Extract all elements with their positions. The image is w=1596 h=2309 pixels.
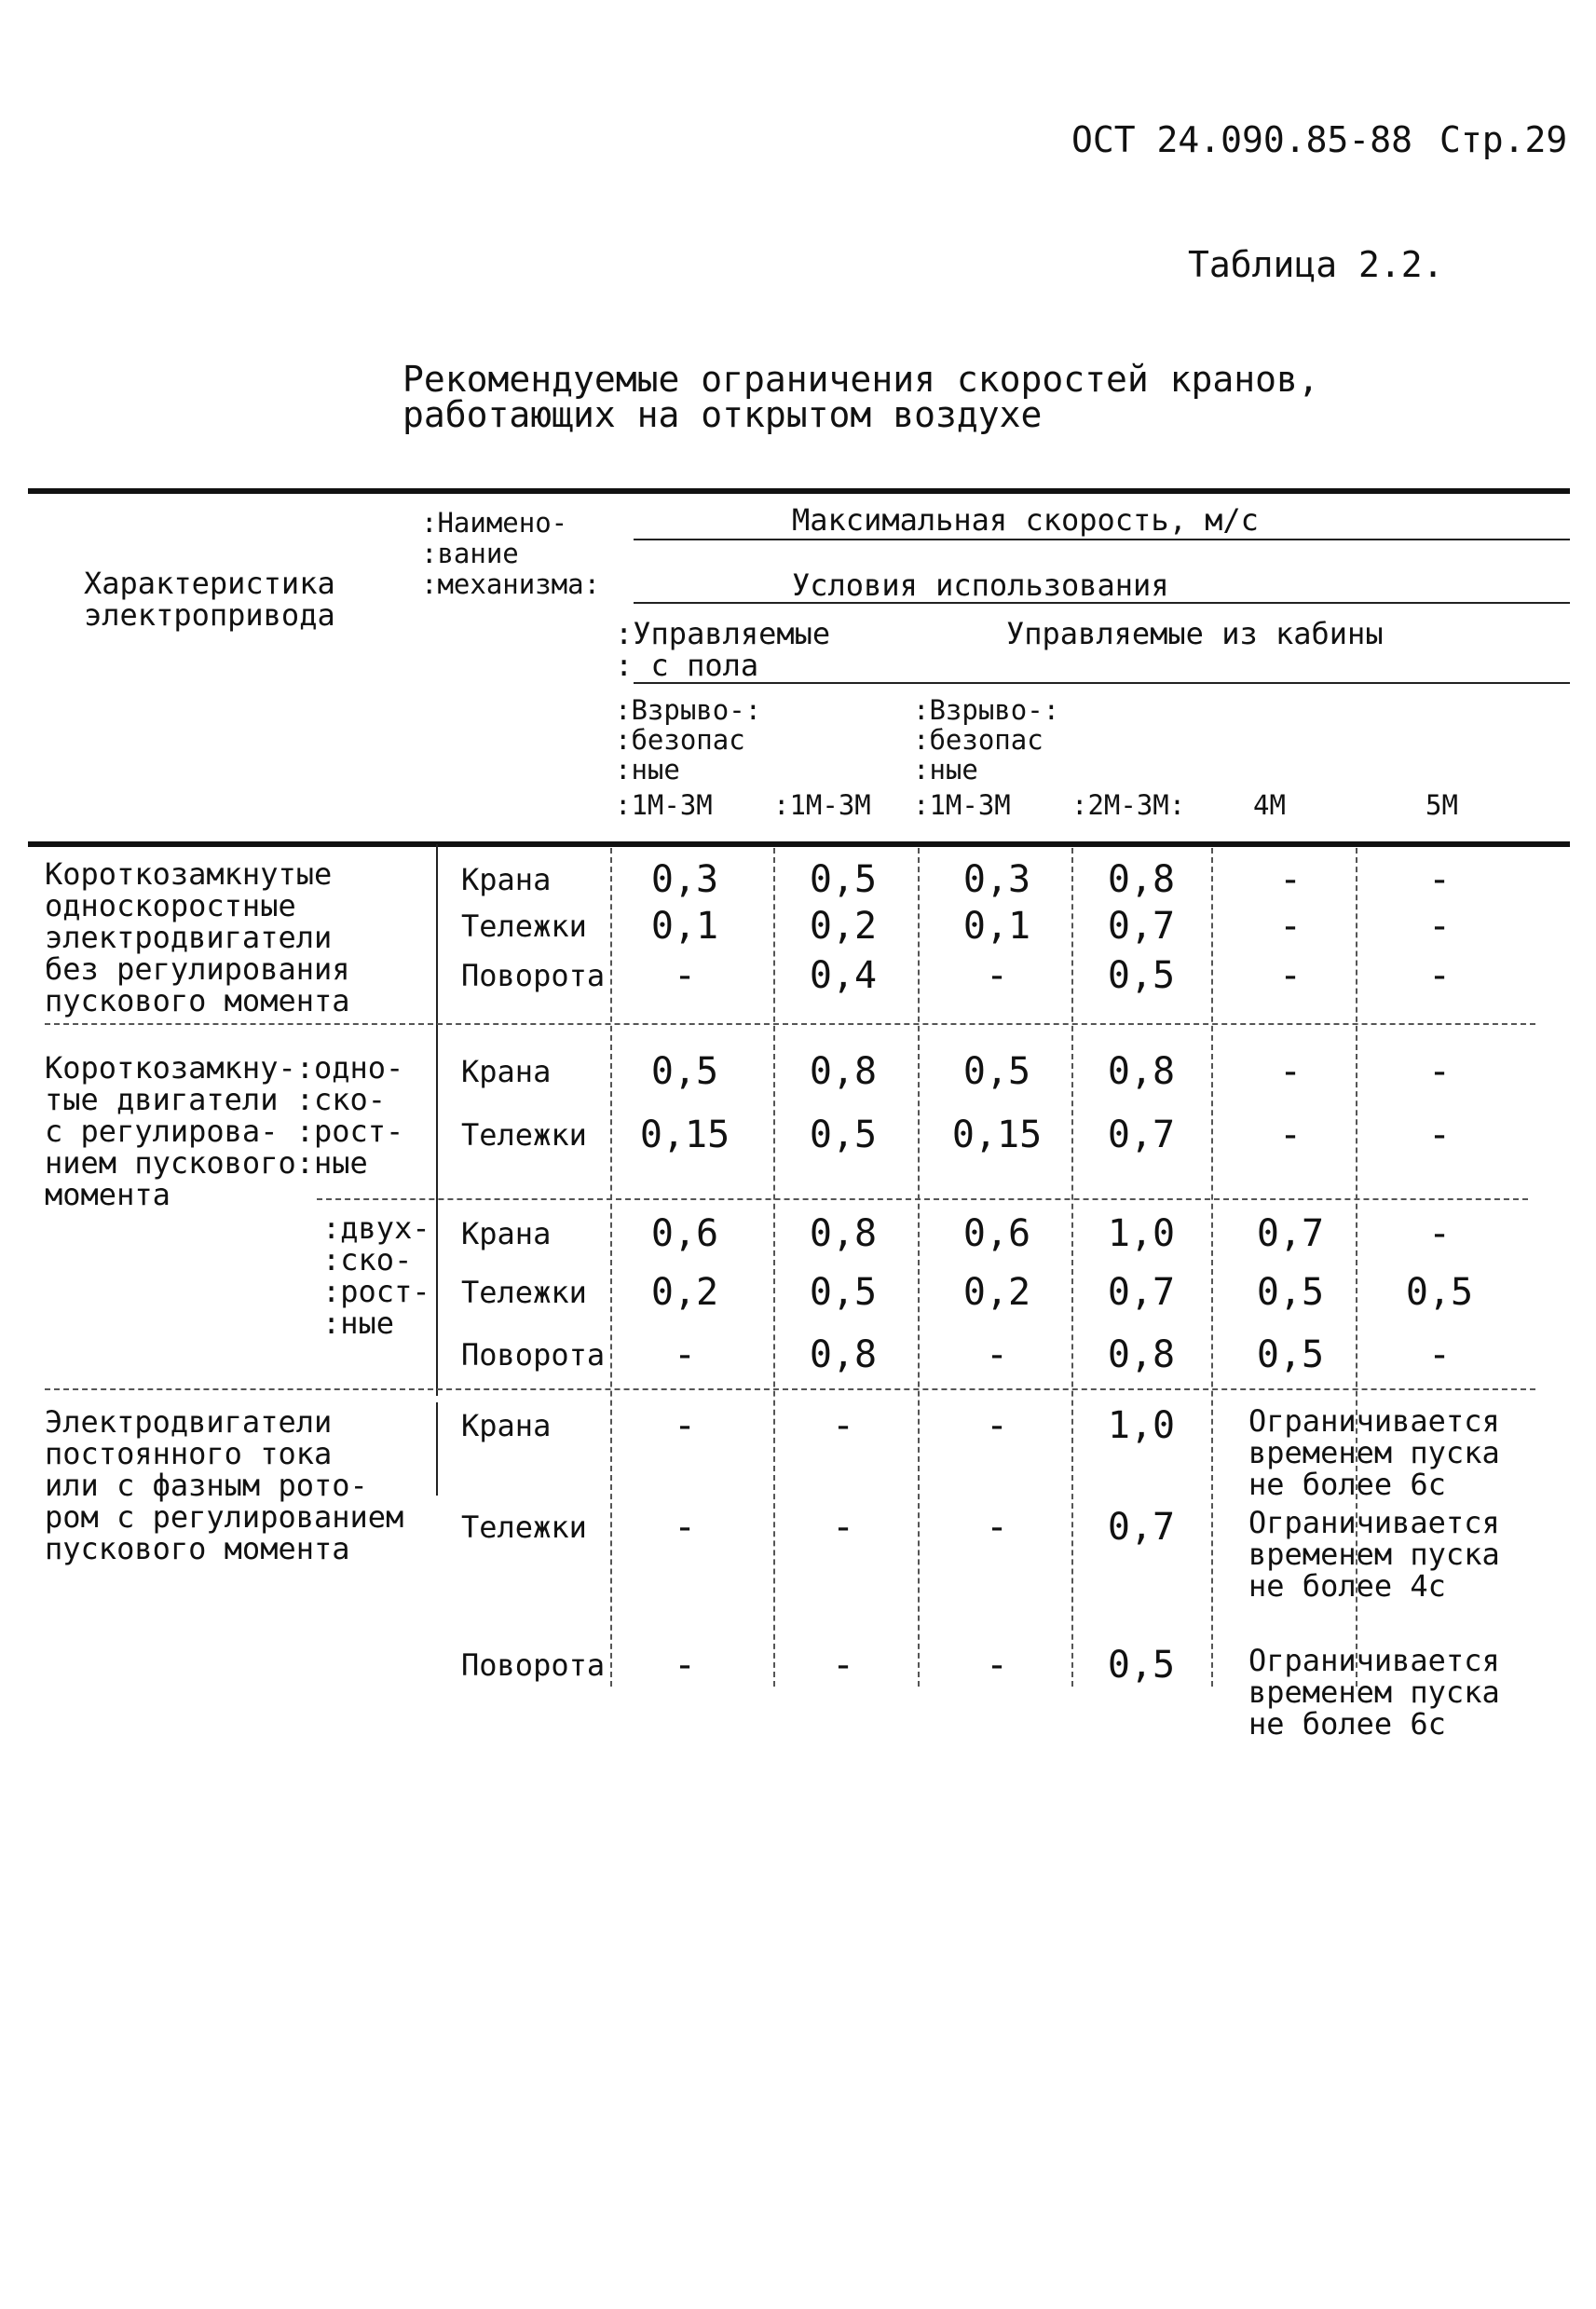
mechanism-column-line-2: [436, 1402, 438, 1496]
group3-line3: или с фазным рото-: [45, 1468, 368, 1503]
group3-line1: Электродвигатели: [45, 1404, 333, 1440]
speed-value-cell: 0,2: [650, 1271, 719, 1314]
mechanism-cell: Крана: [461, 862, 552, 897]
header-rule-1: [634, 539, 1570, 540]
characteristic-header-1: Характеристика: [84, 566, 335, 601]
speed-value-cell: -: [673, 954, 697, 997]
limit-note-line: не более 6с: [1248, 1467, 1446, 1502]
limit-note-line: Ограничивается: [1248, 1505, 1500, 1540]
table-top-rule: [28, 488, 1570, 494]
speed-value-cell: -: [673, 1333, 697, 1376]
group2-line5: момента: [45, 1177, 171, 1212]
group3-line4: ром с регулированием: [45, 1499, 404, 1535]
speed-value-cell: 0,15: [951, 1114, 1043, 1156]
column-separator: [610, 848, 612, 1687]
speed-value-cell: 0,5: [1256, 1271, 1325, 1314]
speed-value-cell: 0,2: [809, 905, 878, 948]
subgroup-rule: [317, 1198, 1528, 1200]
speed-value-cell: 0,5: [1107, 1644, 1176, 1687]
explosion-safe-cabin-header-1: :Взрыво-:: [913, 694, 1060, 726]
speed-value-cell: -: [1427, 1114, 1452, 1156]
document-code: ОСТ 24.090.85-88: [1071, 119, 1413, 160]
column-separator: [1211, 848, 1213, 1687]
speed-value-cell: 0,8: [809, 1212, 878, 1255]
speed-value-cell: 0,5: [1256, 1333, 1325, 1376]
group1-line4: без регулирования: [45, 951, 350, 987]
limit-note-line: временем пуска: [1248, 1435, 1500, 1470]
group1-line3: электродвигатели: [45, 920, 333, 955]
col-2m3m-header: :2М-3М:: [1071, 789, 1186, 821]
mechanism-cell: Тележки: [461, 1117, 587, 1153]
speed-value-cell: 0,3: [962, 858, 1031, 901]
group1-line1: Короткозамкнутые: [45, 856, 333, 892]
speed-value-cell: 0,1: [962, 905, 1031, 948]
speed-value-cell: 0,8: [809, 1333, 878, 1376]
speed-value-cell: -: [1427, 954, 1452, 997]
speed-value-cell: -: [673, 1506, 697, 1549]
speed-value-cell: -: [985, 1644, 1009, 1687]
explosion-safe-header-2: :безопас: [615, 724, 745, 756]
speed-value-cell: -: [673, 1644, 697, 1687]
speed-value-cell: 0,5: [809, 1271, 878, 1314]
characteristic-header-2: электропривода: [84, 597, 335, 633]
speed-value-cell: -: [1278, 858, 1303, 901]
mechanism-cell: Поворота: [461, 1647, 606, 1683]
speed-value-cell: -: [831, 1644, 855, 1687]
group1-line5: пускового момента: [45, 983, 350, 1018]
speed-value-cell: 0,2: [962, 1271, 1031, 1314]
mechanism-cell: Тележки: [461, 1510, 587, 1545]
speed-value-cell: -: [1427, 1050, 1452, 1093]
max-speed-header: Максимальная скорость, м/с: [792, 502, 1259, 538]
mechanism-header-1: :Наимено-: [421, 507, 568, 539]
speed-value-cell: -: [985, 1404, 1009, 1447]
limit-note-line: временем пуска: [1248, 1537, 1500, 1572]
speed-value-cell: 0,1: [650, 905, 719, 948]
speed-value-cell: 1,0: [1107, 1212, 1176, 1255]
group3-line2: постоянного тока: [45, 1436, 333, 1471]
speed-value-cell: 1,0: [1107, 1404, 1176, 1447]
speed-value-cell: 0,8: [1107, 1333, 1176, 1376]
column-separator: [1356, 848, 1357, 1687]
speed-value-cell: -: [1278, 954, 1303, 997]
column-separator: [918, 848, 920, 1687]
speed-value-cell: -: [831, 1404, 855, 1447]
mechanism-header-3: :механизма:: [421, 568, 601, 600]
table-title-line1: Рекомендуемые ограничения скоростей кранов,: [402, 359, 1319, 400]
group1-bottom-rule: [45, 1023, 1535, 1025]
column-separator: [773, 848, 775, 1687]
group2-sub2-line2: :ско-: [322, 1242, 413, 1277]
limit-note-line: Ограничивается: [1248, 1643, 1500, 1678]
header-bottom-rule: [28, 841, 1570, 847]
speed-value-cell: 0,6: [962, 1212, 1031, 1255]
speed-value-cell: -: [1427, 1212, 1452, 1255]
speed-value-cell: 0,7: [1107, 1114, 1176, 1156]
group2-line3: с регулирова- :рост-: [45, 1114, 404, 1149]
conditions-header: Условия использования: [792, 567, 1169, 603]
speed-value-cell: 0,5: [809, 858, 878, 901]
floor-controlled-header-2: : с пола: [615, 648, 759, 683]
explosion-safe-cabin-header-2: :безопас: [913, 724, 1044, 756]
speed-value-cell: 0,7: [1107, 905, 1176, 948]
group2-sub2-line1: :двух-: [322, 1210, 430, 1246]
group3-line5: пускового момента: [45, 1531, 350, 1566]
mechanism-cell: Крана: [461, 1054, 552, 1089]
floor-controlled-header-1: :Управляемые: [615, 616, 831, 651]
speed-value-cell: 0,5: [650, 1050, 719, 1093]
mechanism-cell: Поворота: [461, 958, 606, 993]
speed-value-cell: -: [985, 1333, 1009, 1376]
limit-note-line: не более 6с: [1248, 1706, 1446, 1742]
speed-value-cell: -: [1278, 1050, 1303, 1093]
speed-value-cell: 0,15: [639, 1114, 730, 1156]
speed-value-cell: -: [1278, 905, 1303, 948]
page-number: Стр.29: [1439, 119, 1568, 160]
group2-bottom-rule: [45, 1388, 1535, 1390]
cabin-controlled-header: Управляемые из кабины: [1006, 616, 1384, 651]
speed-value-cell: 0,3: [650, 858, 719, 901]
speed-value-cell: -: [1427, 1333, 1452, 1376]
explosion-safe-header-3: :ные: [615, 754, 680, 786]
speed-value-cell: 0,8: [1107, 858, 1176, 901]
speed-value-cell: -: [1278, 1114, 1303, 1156]
mechanism-cell: Тележки: [461, 909, 587, 944]
explosion-safe-header-1: :Взрыво-:: [615, 694, 762, 726]
header-rule-3: [634, 682, 1570, 684]
speed-value-cell: 0,7: [1107, 1271, 1176, 1314]
speed-value-cell: 0,4: [809, 954, 878, 997]
mechanism-cell: Крана: [461, 1408, 552, 1443]
explosion-safe-cabin-header-3: :ные: [913, 754, 978, 786]
speed-value-cell: 0,7: [1107, 1506, 1176, 1549]
speed-value-cell: -: [831, 1506, 855, 1549]
limit-note-line: не более 4с: [1248, 1568, 1446, 1604]
mechanism-header-2: :вание: [421, 538, 519, 569]
group2-sub2-line3: :рост-: [322, 1274, 430, 1309]
table-number: Таблица 2.2.: [1188, 244, 1444, 285]
limit-note-line: временем пуска: [1248, 1674, 1500, 1710]
speed-value-cell: 0,7: [1256, 1212, 1325, 1255]
column-separator: [1071, 848, 1073, 1687]
group2-line4: нием пускового:ные: [45, 1145, 368, 1181]
mechanism-cell: Тележки: [461, 1275, 587, 1310]
table-title-line2: работающих на открытом воздухе: [402, 394, 1043, 435]
speed-value-cell: 0,5: [962, 1050, 1031, 1093]
group1-line2: односкоростные: [45, 888, 296, 923]
speed-value-cell: 0,5: [1107, 954, 1176, 997]
col-4m-header: 4М: [1253, 789, 1286, 821]
explosion-safe-cabin-header-4: :1М-3М: [913, 789, 1011, 821]
speed-value-cell: -: [1427, 858, 1452, 901]
group2-line1: Короткозамкну-:одно-: [45, 1050, 404, 1086]
speed-value-cell: -: [1427, 905, 1452, 948]
col-1m3m-header: :1М-3М: [773, 789, 871, 821]
speed-value-cell: -: [673, 1404, 697, 1447]
speed-value-cell: 0,5: [1405, 1271, 1474, 1314]
mechanism-cell: Поворота: [461, 1337, 606, 1373]
speed-value-cell: -: [985, 954, 1009, 997]
mechanism-cell: Крана: [461, 1216, 552, 1251]
speed-value-cell: 0,5: [809, 1114, 878, 1156]
speed-value-cell: 0,8: [809, 1050, 878, 1093]
col-5m-header: 5М: [1425, 789, 1458, 821]
group2-sub2-line4: :ные: [322, 1305, 395, 1341]
speed-value-cell: -: [985, 1506, 1009, 1549]
speed-value-cell: 0,6: [650, 1212, 719, 1255]
group2-line2: тые двигатели :ско-: [45, 1082, 387, 1117]
speed-value-cell: 0,8: [1107, 1050, 1176, 1093]
mechanism-column-line: [436, 844, 438, 1396]
limit-note-line: Ограничивается: [1248, 1403, 1500, 1439]
explosion-safe-header-4: :1М-3М: [615, 789, 713, 821]
